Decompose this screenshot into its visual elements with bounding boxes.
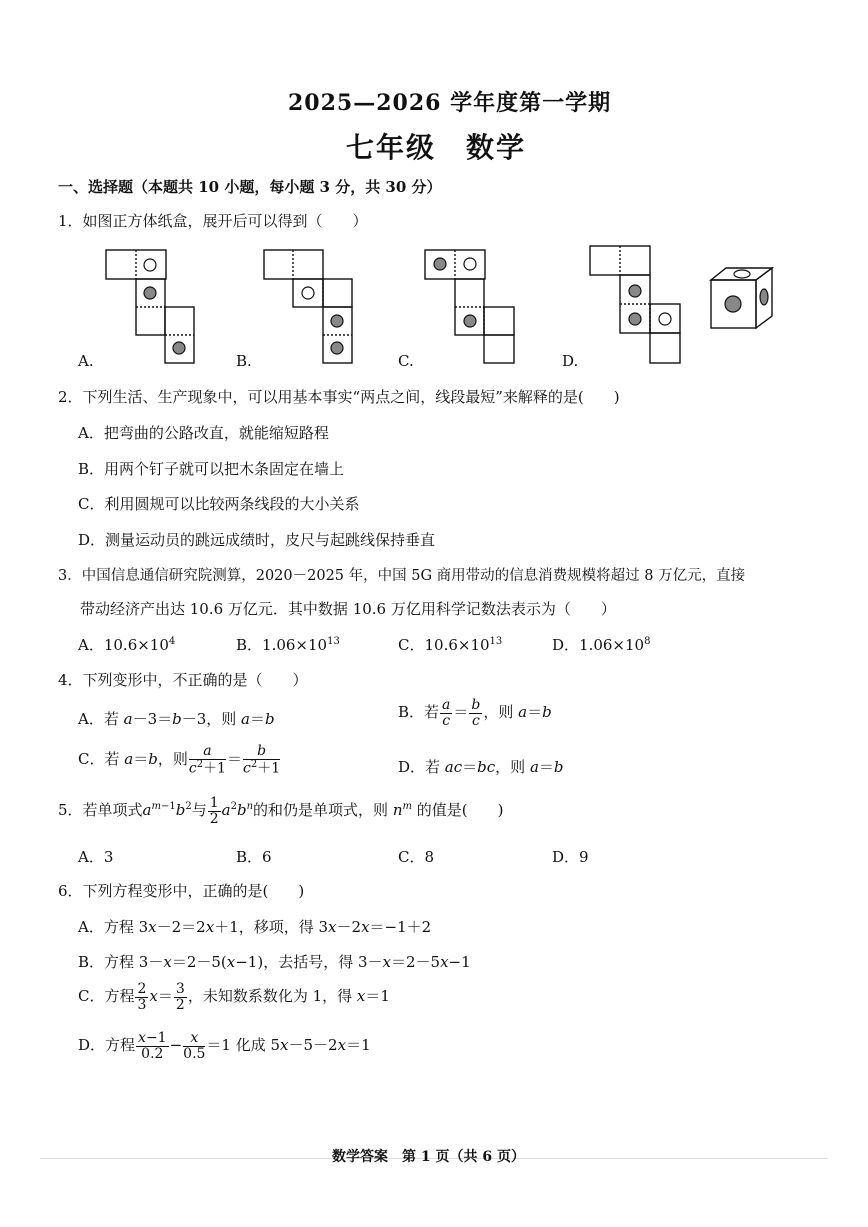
question-3-stem-line-1: 3．中国信息通信研究院测算，2020－2025 年，中国 5G 商用带动的信息消费规模将超过 8 万亿元，直接 [58,568,746,584]
question-6-option-c[interactable]: C．方程 $\frac{2}{3}$ x＝ $\frac{3}{2}$ ，未知数系数化为 1，得 x＝1 [78,981,390,1013]
question-1-option-a[interactable]: A. [78,352,94,370]
question-4-option-d[interactable]: D．若 ac＝bc，则 a＝b [398,758,564,776]
question-2-stem: 2．下列生活、生产现象中，可以用基本事实“两点之间，线段最短”来解释的是( ) [58,388,620,406]
page-footer: 数学答案 第 1 页（共 6 页） [332,1149,525,1165]
exam-subject: 七年级 数学 [346,131,527,164]
question-5-option-b[interactable]: B．6 [236,848,272,866]
question-2-option-d[interactable]: D．测量运动员的跳远成绩时，皮尺与起跳线保持垂直 [78,531,436,549]
question-4-option-b[interactable]: B．若 $\frac{a}{c}$ ＝ $\frac{b}{c}$ ，则 a＝b [398,697,552,729]
question-6-stem: 6．下列方程变形中，正确的是( ) [58,882,305,900]
question-6-option-d[interactable]: D．方程 $\frac{x-1}{0.2}$ − $\frac{x}{0.5}$ ＝1 化成 5x－5－2x＝1 [78,1030,371,1062]
question-1-option-b[interactable]: B. [236,352,252,370]
question-3-stem-line-2: 带动经济产出达 10.6 万亿元．其中数据 10.6 万亿用科学记数法表示为（ ） [80,600,616,618]
question-3-option-c[interactable]: C．$10.6\times 10^{13}$ [398,636,503,654]
question-5-stem: 5．若单项式$a^{m-1}b^2$与 $\frac{1}{2}$ $a^2b^n$的和仍是单项式，则 $n^m$ 的值是( ) [58,795,504,827]
question-3-option-a[interactable]: A．$10.6\times 10^4$ [78,636,176,654]
question-3-option-d[interactable]: D．$1.06\times 10^8$ [552,636,651,654]
question-1-stem: 1．如图正方体纸盒，展开后可以得到（ ） [58,212,368,230]
question-4-option-c[interactable]: C．若 a＝b，则 $\frac{a}{c^2+1}$ ＝ $\frac{b}{c^2+1}$ [78,743,281,777]
question-1-option-c[interactable]: C. [398,352,414,370]
question-6-option-a[interactable]: A．方程 3x－2＝2x＋1，移项，得 3x－2x＝−1＋2 [78,918,432,936]
question-5-option-d[interactable]: D．9 [552,848,589,866]
question-6-option-b[interactable]: B．方程 3－x＝2－5(x−1)，去括号，得 3－x＝2－5x−1 [78,953,471,971]
question-5-option-a[interactable]: A．3 [78,848,114,866]
cube-nets-figure [70,238,790,372]
question-4-option-a[interactable]: A．若 a－3＝b－3，则 a＝b [78,710,275,728]
question-4-stem: 4．下列变形中，不正确的是（ ） [58,671,308,689]
question-3-option-b[interactable]: B．$1.06\times 10^{13}$ [236,636,340,654]
question-2-option-c[interactable]: C．利用圆规可以比较两条线段的大小关系 [78,495,360,513]
question-1-option-d[interactable]: D. [562,352,579,370]
exam-term: 2025—2026 学年度第一学期 [288,90,612,116]
question-5-option-c[interactable]: C．8 [398,848,435,866]
section-title: 一、选择题（本题共 10 小题，每小题 3 分，共 30 分） [58,178,442,196]
question-2-option-a[interactable]: A．把弯曲的公路改直，就能缩短路程 [78,424,329,442]
question-2-option-b[interactable]: B．用两个钉子就可以把木条固定在墙上 [78,460,345,478]
